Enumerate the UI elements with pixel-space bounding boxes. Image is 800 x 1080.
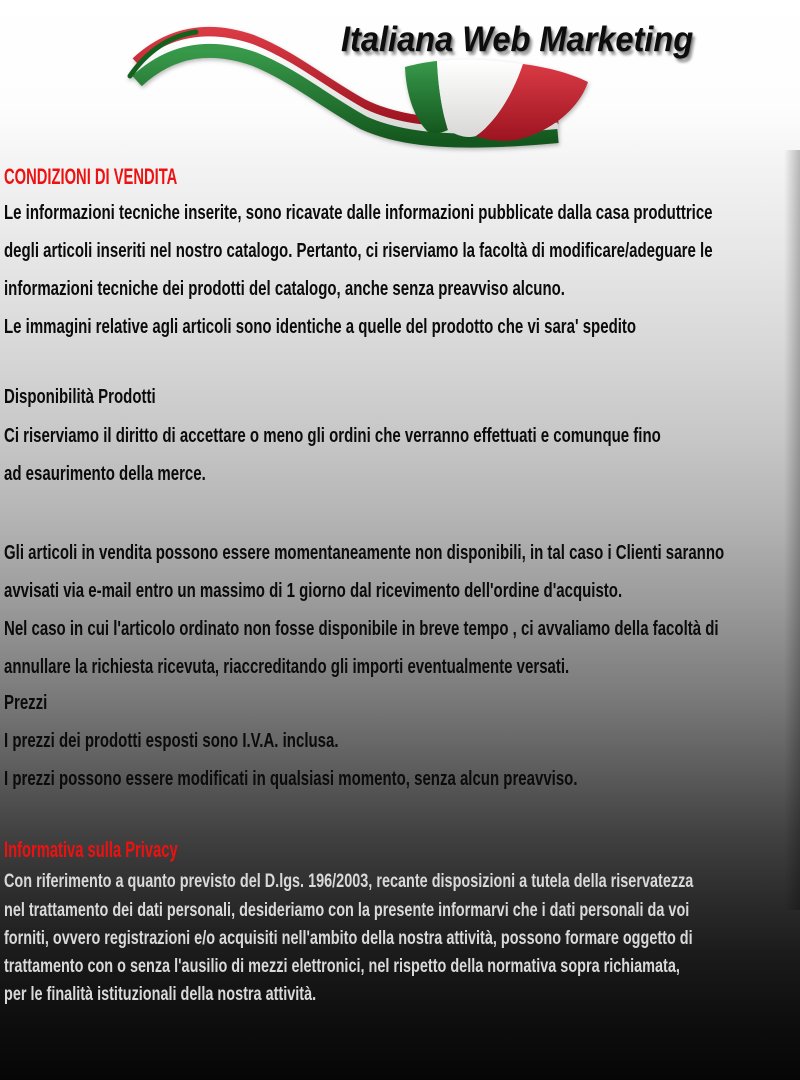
sale-text-line: I prezzi dei prodotti esposti sono I.V.A. inclusa. (4, 730, 339, 752)
sale-text-line: Le immagini relative agli articoli sono identiche a quelle del prodotto che vi sara' spedito (4, 316, 637, 338)
privacy-section-heading: Informativa sulla Privacy (4, 837, 178, 862)
sale-text-line: Nel caso in cui l'articolo ordinato non fosse disponibile in breve tempo , ci avvaliamo della facoltà di (4, 618, 719, 640)
sale-text-line: I prezzi possono essere modificati in qualsiasi momento, senza alcun preavviso. (4, 768, 578, 790)
privacy-text-line: Con riferimento a quanto previsto del D.lgs. 196/2003, recante disposizioni a tutela della riservatezza (4, 871, 694, 892)
sale-text-line: informazioni tecniche dei prodotti del catalogo, anche senza preavviso alcuno. (4, 278, 565, 300)
logo-title: Italiana Web Marketing (341, 20, 694, 59)
sale-text-line: ad esaurimento della merce. (4, 463, 206, 485)
right-edge-shade (784, 150, 800, 910)
privacy-text-line: nel trattamento dei dati personali, desideriamo con la presente informarvi che i dati personali da voi (4, 900, 690, 921)
sale-text-line: annullare la richiesta ricevuta, riaccreditando gli importi eventualmente versati. (4, 656, 570, 678)
sale-text-line: Le informazioni tecniche inserite, sono ricavate dalle informazioni pubblicate dalla casa produttrice (4, 202, 713, 224)
sale-text-line: Gli articoli in vendita possono essere momentaneamente non disponibili, in tal caso i Clienti saranno (4, 542, 725, 564)
privacy-text-line: trattamento con o senza l'ausilio di mezzi elettronici, nel rispetto della normativa sopra richiamata, (4, 956, 680, 977)
site-logo[interactable] (0, 0, 800, 160)
sale-section-heading: CONDIZIONI DI VENDITA (4, 164, 178, 189)
prices-subheading: Prezzi (4, 692, 48, 714)
sale-text-line: avvisati via e-mail entro un massimo di 1 giorno dal ricevimento dell'ordine d'acquisto. (4, 580, 623, 602)
privacy-text-line: per le finalità istituzionali della nostra attività. (4, 984, 317, 1005)
sale-text-line: Ci riserviamo il diritto di accettare o meno gli ordini che verranno effettuati e comunque fino (4, 425, 661, 447)
availability-subheading: Disponibilità Prodotti (4, 386, 156, 408)
sale-text-line: degli articoli inseriti nel nostro catalogo. Pertanto, ci riserviamo la facoltà di modificare/adeguare le (4, 240, 713, 262)
privacy-text-line: forniti, ovvero registrazioni e/o acquisiti nell'ambito della nostra attività, possono formare oggetto di (4, 928, 693, 949)
